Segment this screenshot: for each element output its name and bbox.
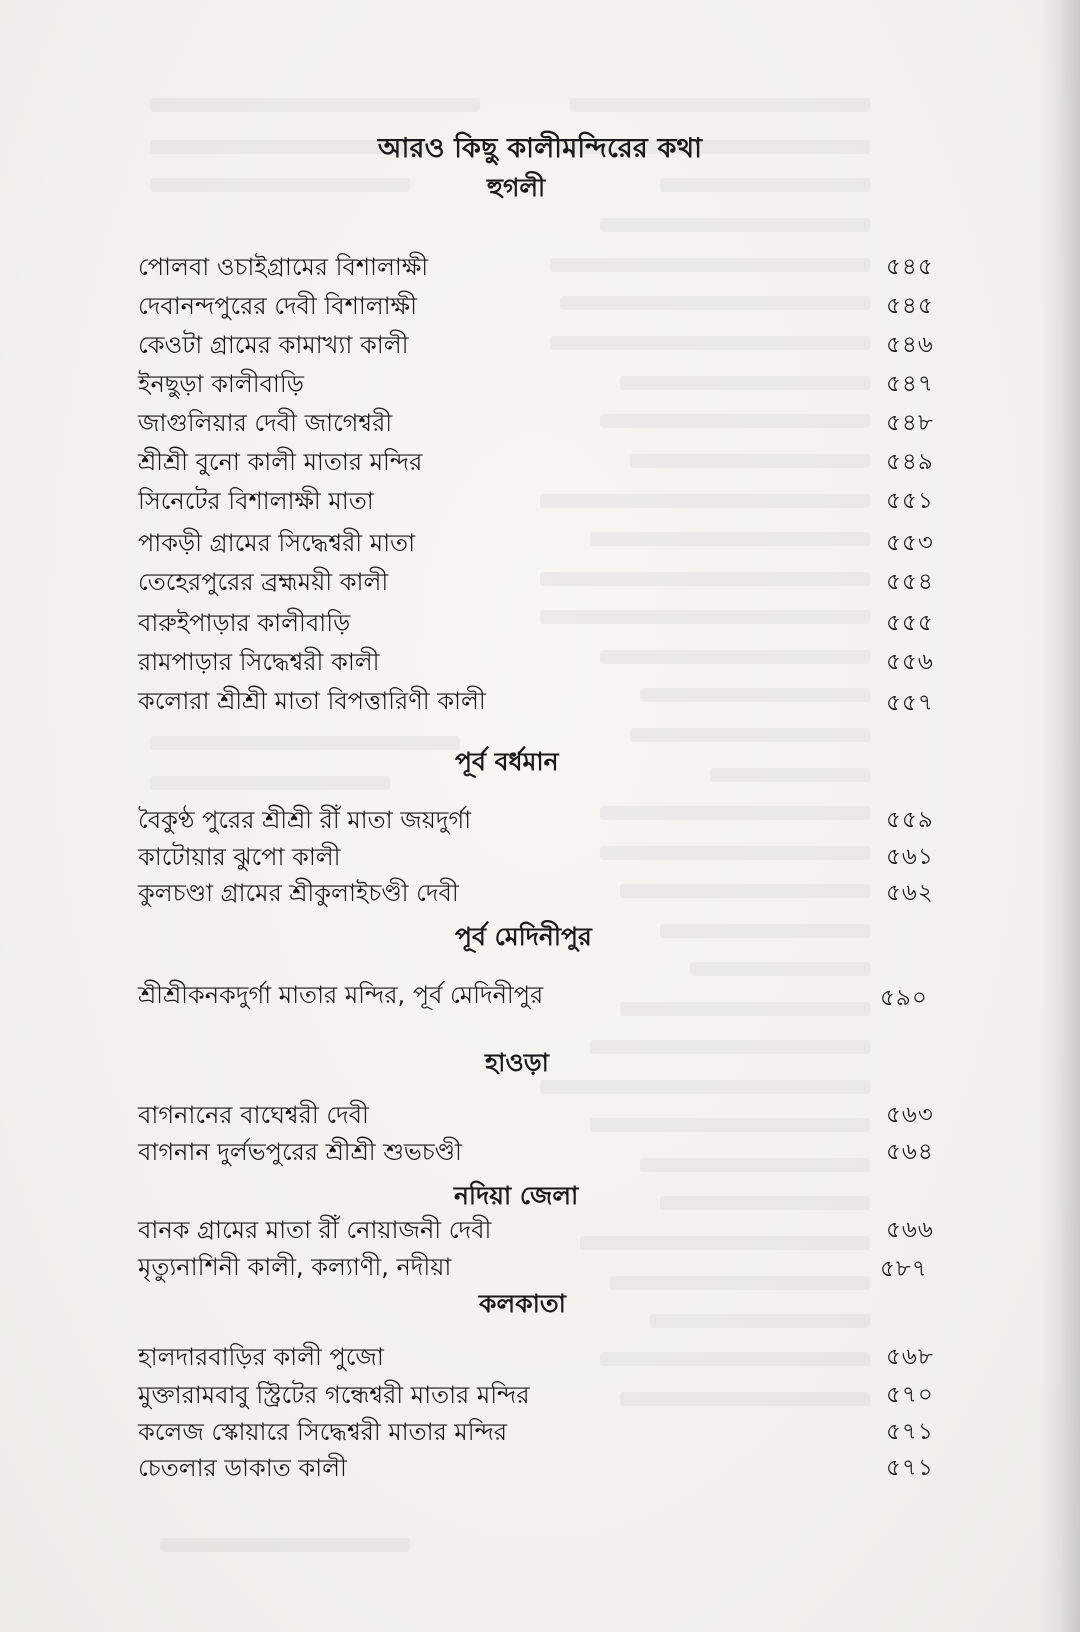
toc-page-number: ৫৪৫	[886, 293, 934, 319]
toc-page-number: ৫৪৭	[886, 371, 934, 397]
toc-entry: তেহেরপুরের ব্রহ্মময়ী কালী	[138, 568, 389, 596]
toc-page-number: ৫৬৪	[886, 1139, 934, 1165]
toc-page-number: ৫৫৪	[886, 569, 934, 595]
toc-entry: বারুইপাড়ার কালীবাড়ি	[138, 609, 351, 637]
toc-page-number: ৫৭০	[886, 1382, 934, 1408]
toc-entry: রামপাড়ার সিদ্ধেশ্বরী কালী	[138, 648, 380, 676]
toc-page-number: ৫৫৭	[886, 690, 934, 716]
section-heading-purba-bardhaman: পূর্ব বর্ধমান	[455, 747, 559, 776]
toc-entry: সিনেটের বিশালাক্ষী মাতা	[138, 487, 374, 515]
toc-page-number: ৫৬৬	[886, 1217, 934, 1243]
toc-entry: পোলবা ওচাইগ্রামের বিশালাক্ষী	[138, 253, 429, 281]
toc-page-number: ৫৫১	[886, 488, 934, 514]
toc-page-number: ৫৫৫	[886, 610, 934, 636]
toc-page-number: ৫৫৬	[886, 649, 934, 675]
toc-page-number: ৫৪৮	[886, 410, 934, 436]
toc-entry: শ্রীশ্রীকনকদুর্গা মাতার মন্দির, পূর্ব মেদিনীপুর	[138, 981, 544, 1009]
toc-entry: দেবানন্দপুরের দেবী বিশালাক্ষী	[138, 292, 417, 320]
toc-entry: পাকড়ী গ্রামের সিদ্ধেশ্বরী মাতা	[138, 529, 416, 557]
toc-page-number: ৫৬৩	[886, 1102, 934, 1128]
toc-page-number: ৫৯০	[880, 985, 928, 1011]
toc-page-number: ৫৫৯	[886, 807, 934, 833]
section-heading-howrah: হাওড়া	[485, 1048, 549, 1077]
section-heading-hooghly: হুগলী	[487, 173, 546, 202]
toc-entry: কুলচণ্ডা গ্রামের শ্রীকুলাইচণ্ডী দেবী	[138, 879, 459, 907]
section-heading-kolkata: কলকাতা	[479, 1289, 566, 1318]
page-title: আরও কিছু কালীমন্দিরের কথা	[377, 133, 703, 164]
toc-entry: চেতলার ডাকাত কালী	[138, 1454, 347, 1482]
toc-page-number: ৫৬১	[886, 844, 934, 870]
toc-entry: বাগনানের বাঘেশ্বরী দেবী	[138, 1101, 369, 1129]
toc-entry: ইনছুড়া কালীবাড়ি	[138, 370, 304, 398]
toc-entry: কেওটা গ্রামের কামাখ্যা কালী	[138, 331, 409, 359]
toc-entry: কাটোয়ার ঝুপো কালী	[138, 843, 341, 871]
toc-page-number: ৫৪৫	[886, 254, 934, 280]
toc-entry: মুক্তারামবাবু স্ট্রিটের গন্ধেশ্বরী মাতার মন্দির	[138, 1381, 530, 1409]
toc-entry: কলেজ স্কোয়ারে সিদ্ধেশ্বরী মাতার মন্দির	[138, 1418, 508, 1446]
toc-page-number: ৫৫৩	[886, 530, 934, 556]
toc-entry: বাগনান দুর্লভপুরের শ্রীশ্রী শুভচণ্ডী	[138, 1138, 462, 1166]
toc-page-number: ৫৬২	[886, 880, 934, 906]
toc-entry: মৃত্যুনাশিনী কালী, কল্যাণী, নদীয়া	[138, 1253, 452, 1281]
toc-page-number: ৫৪৬	[886, 332, 934, 358]
toc-entry: কলোরা শ্রীশ্রী মাতা বিপত্তারিণী কালী	[138, 687, 486, 715]
toc-page-number: ৫৭১	[886, 1419, 934, 1445]
toc-page-number: ৫৪৯	[886, 449, 934, 475]
toc-entry: বৈকুণ্ঠ পুরের শ্রীশ্রী রীঁ মাতা জয়দুর্গা	[138, 806, 472, 834]
toc-entry: হালদারবাড়ির কালী পুজো	[138, 1343, 384, 1371]
toc-entry: বানক গ্রামের মাতা রীঁ নোয়াজনী দেবী	[138, 1216, 492, 1244]
toc-entry: জাগুলিয়ার দেবী জাগেশ্বরী	[138, 409, 393, 437]
section-heading-purba-medinipur: পূর্ব মেদিনীপুর	[455, 922, 592, 951]
toc-entry: শ্রীশ্রী বুনো কালী মাতার মন্দির	[138, 448, 423, 476]
section-heading-nadia: নদিয়া জেলা	[454, 1181, 579, 1210]
toc-page-number: ৫৬৮	[886, 1344, 934, 1370]
toc-page-number: ৫৮৭	[880, 1256, 928, 1282]
toc-page-number: ৫৭১	[886, 1455, 934, 1481]
